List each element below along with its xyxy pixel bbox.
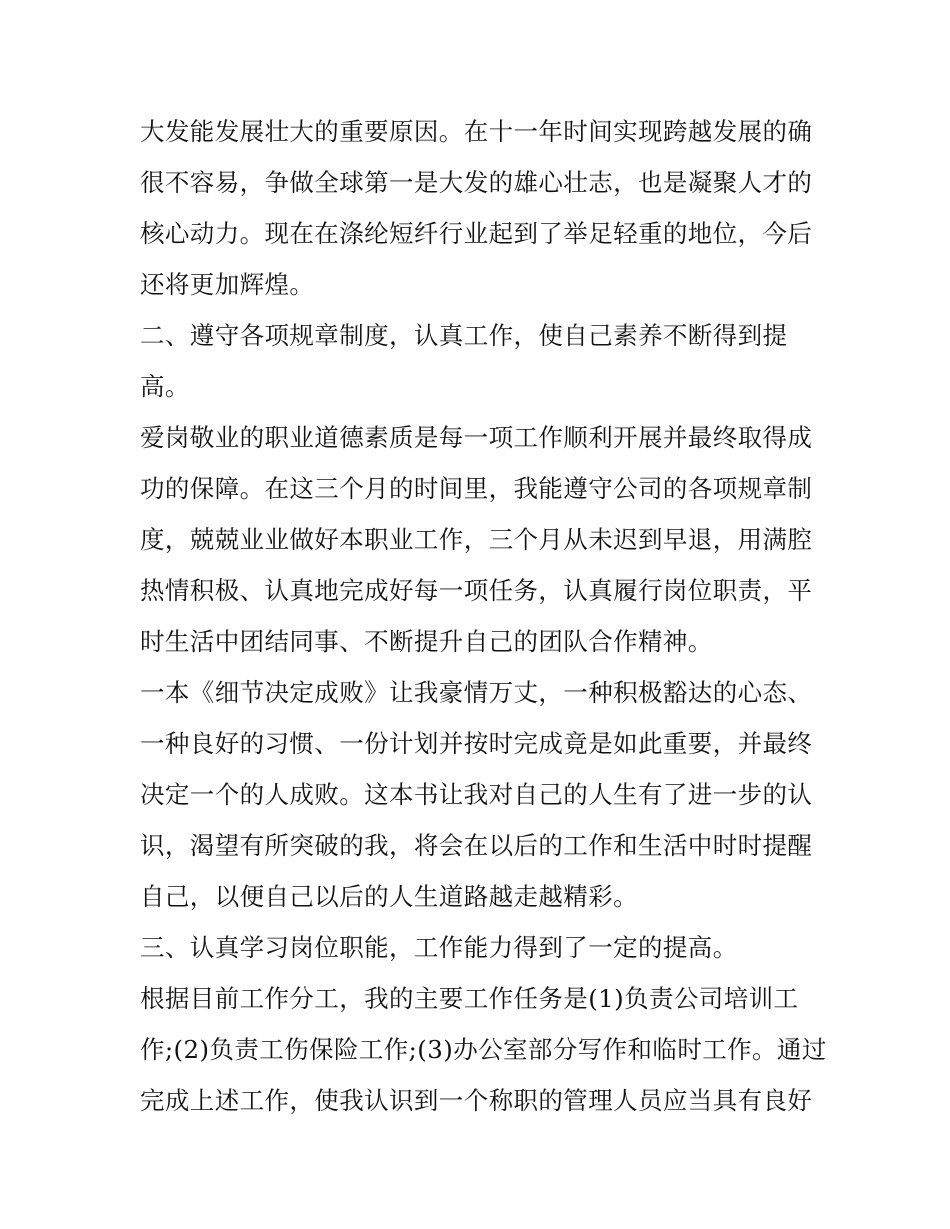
text-line: 爱岗敬业的职业道德素质是每一项工作顺利开展并最终取得成 xyxy=(140,423,813,452)
text-line: 根据目前工作分工，我的主要工作任务是(1)负责公司培训工 xyxy=(140,984,799,1013)
document-body xyxy=(140,106,827,1126)
text-line: 还将更加辉煌。 xyxy=(140,270,315,299)
text-line: 核心动力。现在在涤纶短纤行业起到了举足轻重的地位，今后 xyxy=(140,219,813,248)
section-heading: 二、遵守各项规章制度，认真工作，使自己素养不断得到提 xyxy=(140,321,788,350)
text-line: 大发能发展壮大的重要原因。在十一年时间实现跨越发展的确 xyxy=(140,117,813,146)
text-line: 作;(2)负责工伤保险工作;(3)办公室部分写作和临时工作。通过 xyxy=(140,1035,827,1064)
section-heading-continued: 高。 xyxy=(140,372,190,401)
text-line: 热情积极、认真地完成好每一项任务，认真履行岗位职责，平 xyxy=(140,576,813,605)
text-line: 时生活中团结同事、不断提升自己的团队合作精神。 xyxy=(140,627,713,656)
section-heading: 三、认真学习岗位职能，工作能力得到了一定的提高。 xyxy=(140,933,738,962)
text-line: 决定一个的人成败。这本书让我对自己的人生有了进一步的认 xyxy=(140,780,813,809)
text-line: 一本《细节决定成败》让我豪情万丈，一种积极豁达的心态、 xyxy=(140,678,813,707)
text-line: 功的保障。在这三个月的时间里，我能遵守公司的各项规章制 xyxy=(140,474,813,503)
text-line: 一种良好的习惯、一份计划并按时完成竟是如此重要，并最终 xyxy=(140,729,813,758)
text-line: 识，渴望有所突破的我，将会在以后的工作和生活中时时提醒 xyxy=(140,831,813,860)
text-line: 很不容易，争做全球第一是大发的雄心壮志，也是凝聚人才的 xyxy=(140,168,813,197)
text-line: 度，兢兢业业做好本职业工作，三个月从未迟到早退，用满腔 xyxy=(140,525,813,554)
text-line: 自己，以便自己以后的人生道路越走越精彩。 xyxy=(140,882,638,911)
text-line: 完成上述工作，使我认识到一个称职的管理人员应当具有良好 xyxy=(140,1086,813,1115)
